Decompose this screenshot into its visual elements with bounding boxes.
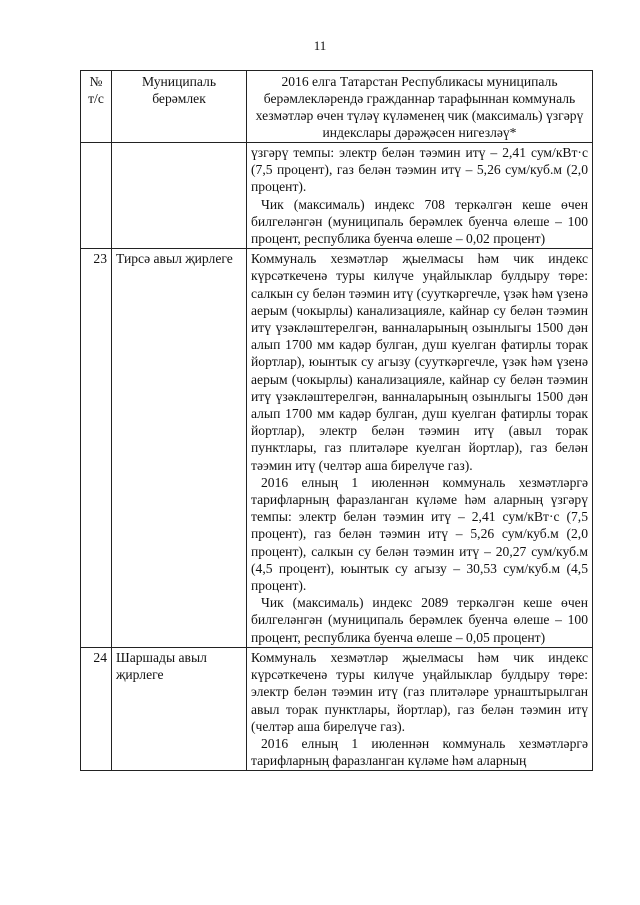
paragraph: Чик (максималь) индекс 708 теркәлгән кеше өчен билгеләнгән (муниципаль берәмлек буенча өлеше – 100 процент, республика буенча өлеше – 0,02 процент): [251, 196, 588, 247]
tariff-index-table: [80, 70, 593, 771]
paragraph: Коммуналь хезмәтләр җыелмасы һәм чик индекс күрсәткеченә туры килүче уңайлыклар булдыру төре: салкын су белән тәэмин итү (сууткәргечле, үзәк һәм үзенә аерым (чокырлы) канализацияле, кайнар су белән тәэмин итү үзәкләштерелгән, ванналарының озынлыгы 1500 дән алып 1700 мм кадәр булган, душ куелган фатирлы торак йортлар), юынтык су агызу (сууткәргечле, үзәк һәм үзенә аерым (чокырлы) канализацияле, кайнар су белән тәэмин итү үзәкләштерелгән, ванналарының озынлыгы 1500 дән алып 1700 мм кадәр булган, душ куелган фатирлы торак йортлар), электр белән тәэмин итү (авыл торак пунктлары, газ плитәләре куелган йортлар), газ белән тәэмин итү (челтәр аша бирелүче газ).: [251, 251, 588, 473]
cell-number-empty: [81, 143, 112, 249]
header-number: № т/с: [81, 71, 112, 143]
paragraph: үзгәрү темпы: электр белән тәэмин итү – 2,41 сум/кВт·с (7,5 процент), газ белән тәэмин итү – 5,26 сум/куб.м (2,0 процент).: [251, 145, 588, 195]
paragraph: 2016 елның 1 июленнән коммуналь хезмәтләргә тарифларның фаразланган күләме һәм аларның үзгәрү темпы: электр белән тәэмин итү – 2,41 сум/кВт·с (7,5 процент), газ белән тәэмин итү – 5,26 сум/куб.м (2,0 процент), салкын су белән тәэмин итү – 20,27 сум/куб.м (4,5 процент), юынтык су агызу – 30,53 сум/куб.м (4,5 процент).: [251, 474, 588, 594]
table-row-23: [81, 249, 593, 648]
table-row-continuation: [81, 143, 593, 249]
cell-municipality-empty: [112, 143, 247, 249]
header-municipality: Муниципаль берәмлек: [112, 71, 247, 143]
cell-number: 24: [81, 647, 112, 770]
table-header-row: [81, 71, 593, 143]
cell-description: [247, 647, 593, 770]
page-number: 11: [313, 38, 327, 53]
paragraph: 2016 елның 1 июленнән коммуналь хезмәтләргә тарифларның фаразланган күләме һәм аларның: [251, 735, 588, 769]
cell-description: [247, 249, 593, 648]
paragraph: Чик (максималь) индекс 2089 теркәлгән кеше өчен билгеләнгән (муниципаль берәмлек буенча өлеше – 100 процент, республика буенча өлеше – 0,05 процент): [251, 595, 588, 645]
paragraph: Коммуналь хезмәтләр җыелмасы һәм чик индекс күрсәткеченә туры килүче уңайлыклар булдыру төре: электр белән тәэмин итү (газ плитәләре урнаштырылган авыл торак пунктлары, йортлар), газ белән тәэмин итү (челтәр аша бирелүче газ).: [251, 649, 588, 734]
cell-municipality: Тирсә авыл җирлеге: [112, 249, 247, 648]
header-description: 2016 елга Татарстан Республикасы муниципаль берәмлекләрендә гражданнар тарафыннан коммуналь хезмәтләр өчен түләү күләменең чик (максималь) үзгәрү индекслары дәрәҗәсен нигезләү*: [247, 71, 593, 143]
cell-description-continuation: [247, 143, 593, 249]
cell-municipality: Шаршады авыл җирлеге: [112, 647, 247, 770]
table-row-24: [81, 647, 593, 770]
cell-number: 23: [81, 249, 112, 648]
